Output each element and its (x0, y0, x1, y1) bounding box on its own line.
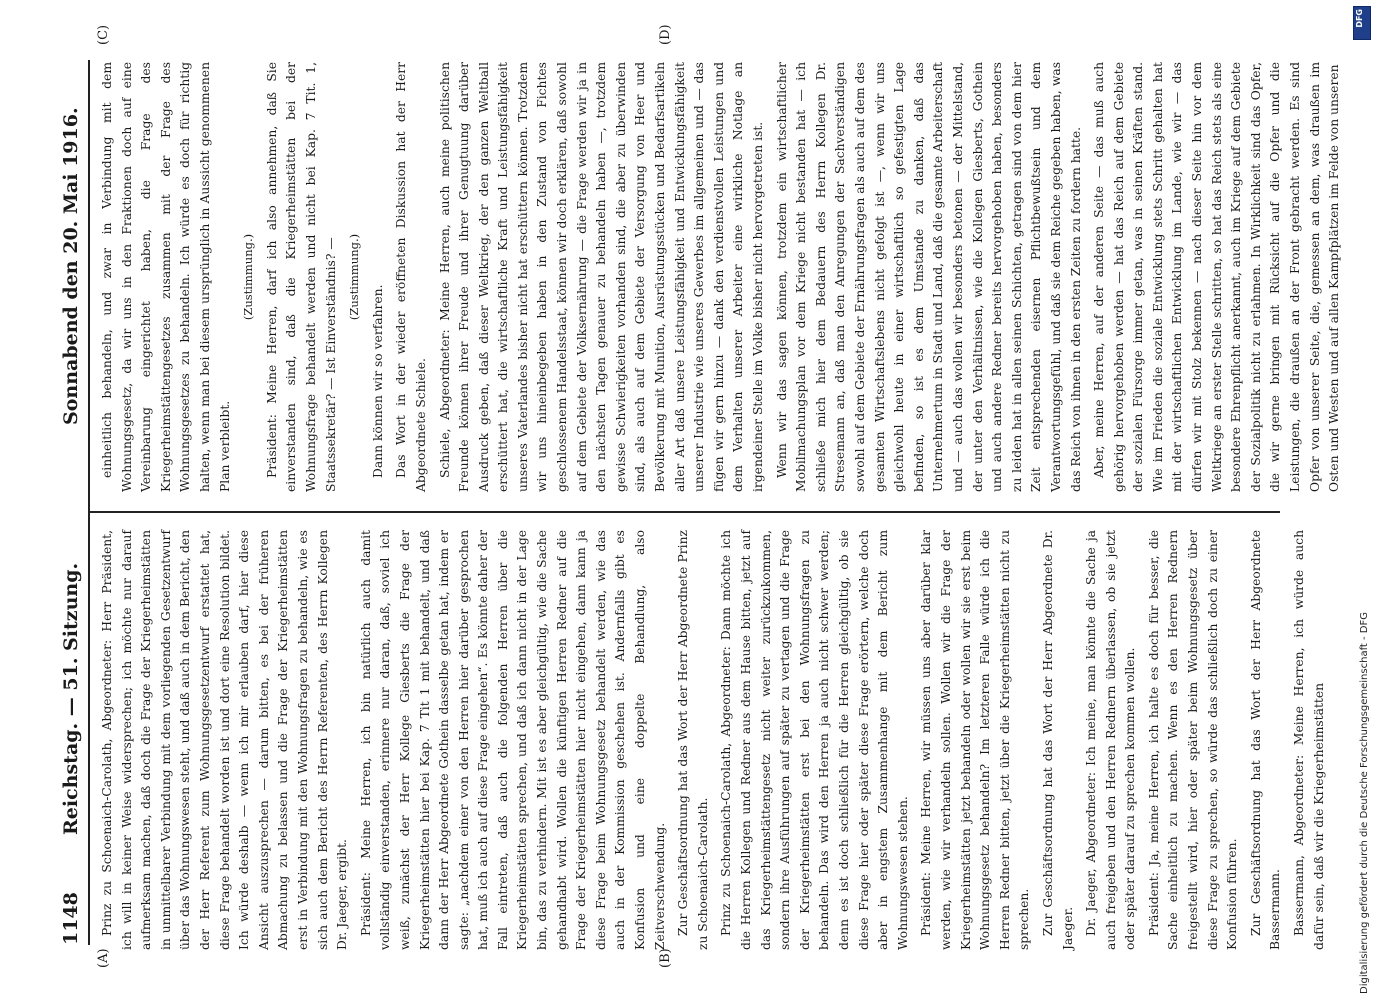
page-number: 1148 (60, 892, 82, 945)
margin-marker-b: (B) (658, 948, 673, 968)
paragraph: Prinz zu Schoenaich-Carolath, Abgeordneter: Dann möchte ich die Herren Kollegen und Redner aus dem Hause bitten, jetzt auf das Kriegerheimstättengesetz nicht weiter zurückzukommen, sondern ihre Ausführungen auf später zu vertagen und die Frage der Kriegerheimstätten erst bei den Wohnungsfragen zu behandeln. Das wird den Herren ja auch nicht schwer werden; denn es ist doch schließlich für die Herren gleichgültig, ob sie diese Frage hier oder später diese Frage erörtern, welche doch aber in engstem Zusammenhange mit dem Bericht zum Wohnungswesen stehen. (719, 530, 910, 950)
paragraph: Bassermann, Abgeordneter: Meine Herren, ich würde auch dafür sein, daß wir die Kriegerheimstätten (1292, 530, 1326, 950)
column-divider (90, 511, 1280, 513)
paragraph: Präsident: Meine Herren, wir müssen uns aber darüber klar werden, wie wir verhandeln sollen. Wollen wir die Frage der Kriegerheimstätten jetzt behandeln oder wollen wir sie erst beim Wohnungsgesetz behandeln? Im letzteren Falle würde ich die Herren Redner bitten, jetzt über die Kriegerheimstätten nicht zu sprechen. (919, 530, 1032, 950)
paragraph: Dann können wir so verfahren. (370, 284, 385, 478)
paragraph: Schiele, Abgeordneter: Meine Herren, auch meine politischen Freunde können ihrer Freude und ihrer Genugtuung darüber Ausdruck geben, daß dieser Weltkrieg, der den ganzen Weltball erschüttert hat, die wirtschaftliche Kraft und Leistungsfähigkeit unseres Vaterlandes bisher nicht hat erschüttern können. Trotzdem wir uns hineinbegeben haben in den Zustand von Fichtes geschlossenem Handelsstaat, können wir doch erklären, daß sowohl auf dem Gebiete der Volksernährung — die Frage werden wir ja in den nächsten Tagen genauer zu behandeln haben —, trotzdem gewisse Schwierigkeiten vorhanden sind, die aber zu überwinden sind, als auch auf dem Gebiete der Versorgung von Heer und Bevölkerung mit Munition, Ausrüstungsstücken und Bedarfsartikeln aller Art daß unsere Leistungsfähigkeit und Entwicklungsfähigkeit unserer Industrie wie unseres Gewerbes im allgemeinen und — das fügen wir gern hinzu — dank den verdienstvollen Leistungen und dem Verhalten unserer Arbeiter eine wirkliche Notlage an irgendeiner Stelle im Volke bisher nicht hervorgetreten ist. (437, 62, 765, 492)
paragraph: Zur Geschäftsordnung hat das Wort der Herr Abgeordnete Dr. Jaeger. (1040, 530, 1075, 950)
digitization-note: Digitalisierung gefördert durch die Deutsche Forschungsgemeinschaft - DFG (1359, 611, 1370, 994)
margin-marker-a: (A) (96, 948, 111, 968)
paragraph: Zur Geschäftsordnung hat das Wort der Herr Abgeordnete Prinz zu Schoenaich-Carolath. (676, 530, 710, 950)
paragraph: Wenn wir das sagen können, trotzdem ein wirtschaftlicher Mobilmachungsplan vor dem Kriege nicht bestanden hat — ich schließe mich hier dem Bedauern des Herrn Kollegen Dr. Stresemann an, daß man den Anregungen der Sachverständigen sowohl auf dem Gebiete der Ernährungsfragen als auch auf dem des gesamten Wirtschaftslebens nicht gefolgt ist —, wenn wir uns gleichwohl heute in einer wirtschaftlich so gefestigten Lage befinden, so ist es dem Umstande zu danken, daß das Unternehmertum in Stadt und Land, daß die gesamte Arbeiterschaft und — auch das wollen wir besonders betonen — der Mittelstand, der unter den Verhältnissen, wie die Kollegen Giesberts, Gothein und auch andere Redner bereits hervorgehoben haben, besonders zu leiden hat in allen seinen Schichten, getragen sind von dem hier Zeit entsprechenden eisernen Pflichtbewußtsein und dem Verantwortungsgefühl, und daß sie dem Reiche gegeben haben, was das Reich von ihnen in den ersten Zeiten zu fordern hatte. (774, 62, 1083, 492)
paragraph: Prinz zu Schoenaich-Carolath, Abgeordneter: Herr Präsident, ich will in keiner Weise widersprechen; ich möchte nur darauf aufmerksam machen, daß doch die Frage der Kriegerheimstätten in unmittelbarer Verbindung mit dem vorliegenden Gesetzentwurf über das Wohnungswesen steht, und daß auch in dem Bericht, den der Herr Referent zum Wohnungsgesetzentwurf erstattet hat, diese Frage behandelt worden ist und dort eine Resolution bildet. Ich würde deshalb — wenn ich mir erlauben darf, hier diese Ansicht auszusprechen — darum bitten, es bei der früheren Abmachung zu belassen und die Frage der Kriegerheimstätten erst in Verbindung mit den Wohnungsfragen zu behandeln, wie es sich auch dem Bericht des Herrn Referenten, des Herrn Kollegen Dr. Jaeger, ergibt. (100, 530, 350, 950)
applause-note: (Zustimmung.) (241, 233, 256, 321)
right-column (98, 62, 1342, 492)
paragraph: Aber, meine Herren, auf der anderen Seite — das muß auch gehörig hervorgehoben werden — hat das Reich auf dem Gebiete der sozialen Fürsorge immer getan, was in seinen Kräften stand. Wie im Frieden die soziale Entwicklung stets Schritt gehalten hat mit der wirtschaftlichen Entwicklung im Lande, wie wir — das dürfen wir mit Stolz bekennen — nach dieser Seite hin vor dem Weltkriege an erster Stelle schritten, so hat das Reich stets als eine besondere Ehrenpflicht anerkannt, auch im Kriege auf dem Gebiete der Sozialpolitik nicht zu erlahmen. In Wirklichkeit sind das Opfer, die wir gerne bringen mit Rücksicht auf die Opfer und die Leistungen, die draußen an der Front gebracht werden. Es sind Opfer von unserer Seite, die, gemessen an dem, was draußen im Osten und Westen und auf allen Kampfplätzen im Felde von unseren (1092, 62, 1342, 492)
paragraph: Dr. Jaeger, Abgeordneter: Ich meine, man könnte die Sache ja auch freigeben und den Herren Rednern überlassen, ob sie jetzt oder später darauf zu sprechen kommen wollen. (1084, 530, 1138, 950)
session-date: Sonnabend den 20. Mai 1916. (60, 107, 82, 425)
paragraph: Das Wort in der wieder eröffneten Diskussion hat der Herr Abgeordnete Schiele. (394, 62, 428, 492)
margin-marker-c: (C) (96, 24, 111, 45)
dfg-logo-text: DFG (1355, 9, 1364, 28)
document-page (50, 0, 1350, 1000)
page-header (58, 60, 90, 945)
paragraph: Präsident: Meine Herren, darf ich also annehmen, daß Sie einverstanden sind, daß die Kriegerheimstätten bei der Wohnungsfrage behandelt werden und nicht bei Kap. 7 Tit. 1, Staatssekretär? — Ist Einverständnis? — (264, 62, 338, 492)
applause-note: (Zustimmung.) (347, 233, 362, 321)
paragraph: Präsident: Meine Herren, ich bin natürlich auch damit vollständig einverstanden, erinnere nur daran, daß, soviel ich weiß, zunächst der Herr Kollege Giesberts die Frage der Kriegerheimstätten hier bei Kap. 7 Tit 1 mit behandelt, und daß dann der Herr Abgeordnete Gothein dasselbe getan hat, indem er sagte: „nachdem einer von den Herren hier darüber gesprochen hat, muß ich auch auf diese Frage eingehen“. Es könnte daher der Fall eintreten, daß auch die folgenden Herren über die Kriegerheimstätten sprechen, und daß ich dann nicht in der Lage bin, das zu verhindern. Mit ist es aber gleichgültig, wie die Sache gehandhabt wird. Wollen die künftigen Herren Redner auf die Frage der Kriegerheimstätten hier nicht eingehen, dann kann ja diese Frage beim Wohnungsgesetz behandelt werden, wie das auch in der Kommission geschehen ist. Andernfalls gibt es Konfusion und eine doppelte Behandlung, also Zeitverschwendung. (358, 530, 667, 950)
paragraph: Präsident: Ja, meine Herren, ich halte es doch für besser, die Sache einheitlich zu machen. Wenn es den Herren Rednern freigestellt wird, hier oder später beim Wohnungsgesetz über diese Frage zu sprechen, so würde das schließlich doch zu einer Konfusion führen. (1146, 530, 1240, 950)
margin-marker-d: (D) (658, 24, 673, 45)
dfg-logo-icon (1353, 6, 1371, 40)
left-column (98, 530, 1326, 950)
page-title: Reichstag. — 51. Sitzung. (60, 562, 82, 835)
paragraph: einheitlich behandeln, und zwar in Verbindung mit dem Wohnungsgesetz, da wir uns in den Fraktionen doch auf eine Vereinbarung eingerichtet haben, die Frage des Kriegerheimstättengesetzes zusammen mit der Frage des Wohnungsgesetzes zu behandeln. Ich würde es doch für richtig halten, wenn man bei diesem ursprünglich in Aussicht genommenen Plan verbleibt. (100, 62, 232, 492)
paragraph: Zur Geschäftsordnung hat das Wort der Herr Abgeordnete Bassermann. (1248, 530, 1283, 950)
